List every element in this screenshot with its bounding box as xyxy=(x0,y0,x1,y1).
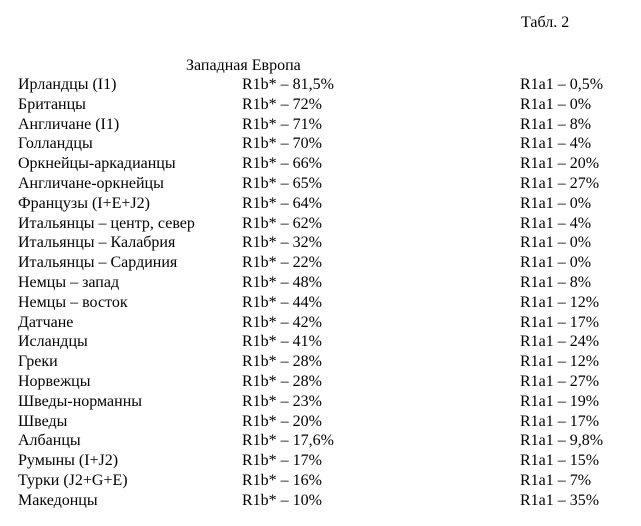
r1a-cell: R1a1 – 17% xyxy=(520,313,600,331)
table-row xyxy=(18,154,633,174)
r1b-cell: R1b* – 62% xyxy=(242,214,322,232)
table-row xyxy=(18,332,633,352)
r1a-cell: R1a1 – 19% xyxy=(520,392,600,410)
r1a-cell: R1a1 – 17% xyxy=(520,412,600,430)
r1b-cell: R1b* – 17% xyxy=(242,452,322,470)
table-row xyxy=(18,115,633,135)
population-cell: Французы (I+E+J2) xyxy=(18,194,150,212)
r1a-cell: R1a1 – 8% xyxy=(520,273,592,291)
table-row xyxy=(18,313,633,333)
table-row xyxy=(18,75,633,95)
r1a-cell: R1a1 – 0% xyxy=(520,234,592,252)
r1b-cell: R1b* – 66% xyxy=(242,155,322,173)
r1b-cell: R1b* – 28% xyxy=(242,353,322,371)
table-row xyxy=(18,95,633,115)
r1b-cell: R1b* – 20% xyxy=(242,412,322,430)
table-row xyxy=(18,412,633,432)
r1a-cell: R1a1 – 12% xyxy=(520,293,600,311)
r1a-cell: R1a1 – 0% xyxy=(520,95,592,113)
r1b-cell: R1b* – 71% xyxy=(242,115,322,133)
population-cell: Оркнейцы-аркадианцы xyxy=(18,155,176,173)
table-row xyxy=(18,214,633,234)
population-cell: Албанцы xyxy=(18,432,81,450)
r1a-cell: R1a1 – 8% xyxy=(520,115,592,133)
r1b-cell: R1b* – 44% xyxy=(242,293,322,311)
table-row xyxy=(18,293,633,313)
r1a-cell: R1a1 – 24% xyxy=(520,333,600,351)
table-row xyxy=(18,233,633,253)
r1a-cell: R1a1 – 7% xyxy=(520,471,592,489)
population-cell: Британцы xyxy=(18,95,86,113)
haplogroup-table xyxy=(18,75,633,511)
section-title: Западная Европа xyxy=(186,57,301,74)
table-row xyxy=(18,352,633,372)
population-cell: Норвежцы xyxy=(18,372,91,390)
r1b-cell: R1b* – 65% xyxy=(242,174,322,192)
table-row xyxy=(18,471,633,491)
r1b-cell: R1b* – 81,5% xyxy=(242,76,334,93)
r1a-cell: R1a1 – 4% xyxy=(520,214,592,232)
table-row xyxy=(18,174,633,194)
r1a-cell: R1a1 – 15% xyxy=(520,452,600,470)
population-cell: Исландцы xyxy=(18,333,88,351)
population-cell: Македонцы xyxy=(18,491,98,509)
r1a-cell: R1a1 – 20% xyxy=(520,155,600,173)
r1a-cell: R1a1 – 0% xyxy=(520,254,592,272)
r1a-cell: R1a1 – 12% xyxy=(520,353,600,371)
population-cell: Немцы – восток xyxy=(18,293,128,311)
population-cell: Англичане (I1) xyxy=(18,115,120,133)
population-cell: Турки (J2+G+E) xyxy=(18,471,128,489)
population-cell: Греки xyxy=(18,353,58,371)
table-row xyxy=(18,491,633,511)
r1b-cell: R1b* – 28% xyxy=(242,372,322,390)
r1b-cell: R1b* – 23% xyxy=(242,392,322,410)
table-row xyxy=(18,253,633,273)
population-cell: Итальянцы – Сардиния xyxy=(18,254,178,272)
r1b-cell: R1b* – 17,6% xyxy=(242,432,334,450)
r1a-cell: R1a1 – 9,8% xyxy=(520,432,604,450)
table-row xyxy=(18,273,633,293)
r1a-cell: R1a1 – 0,5% xyxy=(520,76,604,93)
table-row xyxy=(18,392,633,412)
population-cell: Голландцы xyxy=(18,135,93,153)
r1b-cell: R1b* – 70% xyxy=(242,135,322,153)
population-cell: Румыны (I+J2) xyxy=(18,452,119,470)
population-cell: Ирландцы (I1) xyxy=(18,76,117,93)
r1b-cell: R1b* – 32% xyxy=(242,234,322,252)
population-cell: Шведы-норманны xyxy=(18,392,143,410)
r1b-cell: R1b* – 16% xyxy=(242,471,322,489)
r1a-cell: R1a1 – 0% xyxy=(520,194,592,212)
table-row xyxy=(18,194,633,214)
population-cell: Англичане-оркнейцы xyxy=(18,174,164,192)
population-cell: Итальянцы – центр, север xyxy=(18,214,195,232)
r1b-cell: R1b* – 64% xyxy=(242,194,322,212)
population-cell: Немцы – запад xyxy=(18,273,120,291)
r1b-cell: R1b* – 72% xyxy=(242,95,322,113)
r1a-cell: R1a1 – 27% xyxy=(520,372,600,390)
table-label: Табл. 2 xyxy=(521,14,570,31)
r1b-cell: R1b* – 10% xyxy=(242,491,322,509)
r1a-cell: R1a1 – 35% xyxy=(520,491,600,509)
table-row xyxy=(18,451,633,471)
r1b-cell: R1b* – 48% xyxy=(242,273,322,291)
population-cell: Датчане xyxy=(18,313,74,331)
r1a-cell: R1a1 – 4% xyxy=(520,135,592,153)
table-row xyxy=(18,134,633,154)
r1b-cell: R1b* – 42% xyxy=(242,313,322,331)
r1b-cell: R1b* – 22% xyxy=(242,254,322,272)
r1a-cell: R1a1 – 27% xyxy=(520,174,600,192)
table-row xyxy=(18,431,633,451)
r1b-cell: R1b* – 41% xyxy=(242,333,322,351)
population-cell: Итальянцы – Калабрия xyxy=(18,234,176,252)
population-cell: Шведы xyxy=(18,412,68,430)
table-row xyxy=(18,372,633,392)
